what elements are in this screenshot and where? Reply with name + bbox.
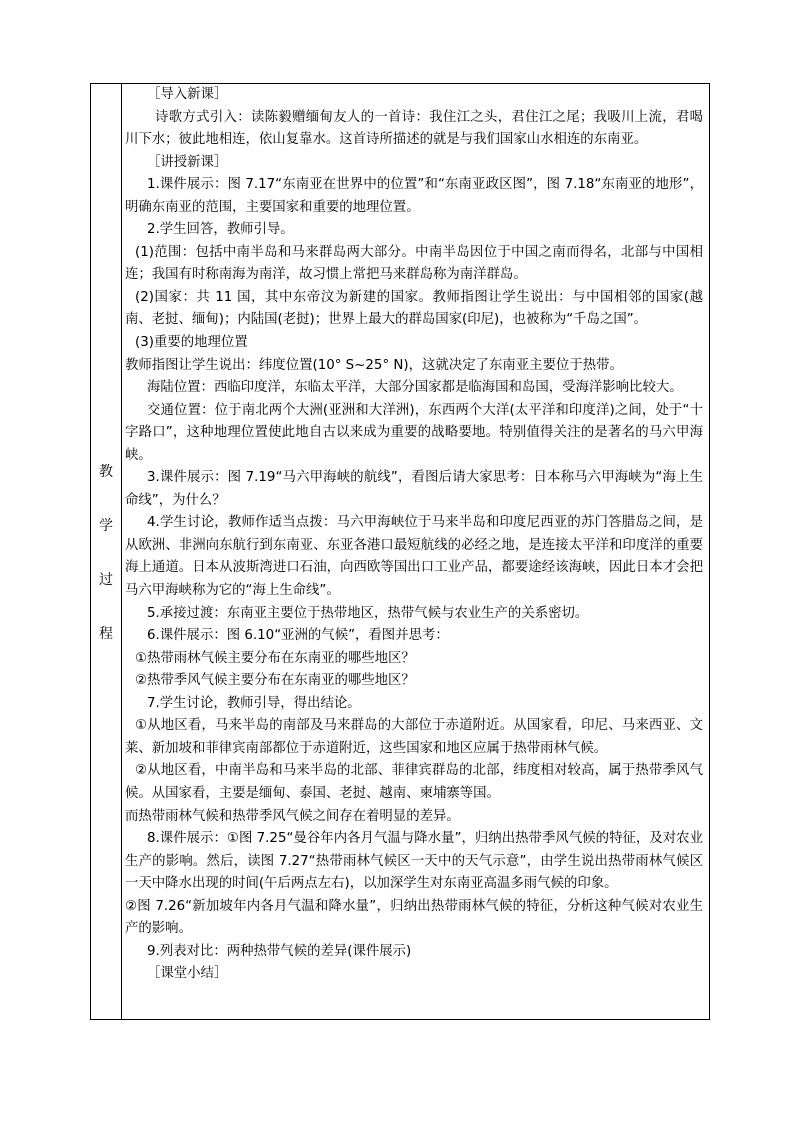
- paragraph: 1.课件展示：图 7.17“东南亚在世界中的位置”和“东南亚政区图”，图 7.18“东南亚的地形”，明确东南亚的范围，主要国家和重要的地理位置。: [125, 177, 703, 215]
- paragraph: 4.学生讨论，教师作适当点拨：马六甲海峡位于马来半岛和印度尼西亚的苏门答腊岛之间，是从欧洲、非洲向东航行到东南亚、东亚各港口最短航线的必经之地，是连接太平洋和印度洋的重要海上通道。日本从波斯湾进口石油，向西欧等国出口工业产品，都要途经该海峡，因此日本才会把马六甲海峡称为它的“海上生命线”。: [125, 515, 703, 599]
- paragraph: 而热带雨林气候和热带季风气候之间存在着明显的差异。: [125, 808, 460, 824]
- paragraph: 诗歌方式引入：读陈毅赠缅甸友人的一首诗：我住江之头，君住江之尾；我吸川上流，君喝川下水；彼此地相连，依山复靠水。这首诗所描述的就是与我们国家山水相连的东南亚。: [125, 109, 703, 148]
- paragraph: ②图 7.26“新加坡年内各月气温和降水量”，归纳出热带雨林气候的特征，分析这种气候对农业生产的影响。: [125, 898, 703, 937]
- paragraph: 海陆位置：西临印度洋，东临太平洋，大部分国家都是临海国和岛国，受海洋影响比较大。: [147, 380, 683, 396]
- paragraph: 教师指图让学生说出：纬度位置(10° S~25° N)，这就决定了东南亚主要位于热带。: [125, 357, 623, 373]
- lesson-content: [125, 84, 703, 986]
- section-heading: ［讲授新课］: [147, 154, 228, 170]
- paragraph: ①热带雨林气候主要分布在东南亚的哪些地区？: [135, 650, 415, 666]
- paragraph: (2)国家：共 11 国，其中东帝汶为新建的国家。教师指图让学生说出：与中国相邻的国家(越南、老挝、缅甸)；内陆国(老挝)；世界上最大的群岛国家(印尼)，也被称为“千岛之国”。: [125, 289, 703, 328]
- paragraph: 交通位置：位于南北两个大洲(亚洲和大洋洲)，东西两个大洋(太平洋和印度洋)之间，处于“十字路口”，这种地理位置使此地自古以来成为重要的战略要地。特别值得关注的是著名的马六甲海峡。: [125, 402, 703, 463]
- section-heading: ［导入新课］: [147, 87, 228, 102]
- paragraph: (3)重要的地理位置: [135, 335, 248, 351]
- section-label-char: 程: [99, 626, 113, 642]
- paragraph: ②从地区看，中南半岛和马来半岛的北部、菲律宾群岛的北部，纬度相对较高，属于热带季风气候。从国家看，主要是缅甸、泰国、老挝、越南、柬埔寨等国。: [125, 763, 703, 801]
- section-label-char: 教: [99, 464, 113, 480]
- section-label-char: 过: [99, 572, 113, 588]
- paragraph: 6.课件展示：图 6.10“亚洲的气候”，看图并思考：: [147, 628, 449, 644]
- column-divider: [121, 84, 122, 1019]
- paragraph: 8.课件展示：①图 7.25“曼谷年内各月气温与降水量”，归纳出热带季风气候的特征，及对农业生产的影响。然后，读图 7.27“热带雨林气候区一天中的天气示意”，由学生说出热带雨林气候区一天中降水出现的时间(午后两点左右)，以加深学生对东南亚高温多雨气候的印象。: [125, 831, 703, 892]
- section-label-cell: [91, 84, 121, 1019]
- lesson-table: [90, 83, 710, 1020]
- paragraph: 9.列表对比：两种热带气候的差异(课件展示): [147, 943, 412, 959]
- paragraph: 7.学生讨论，教师引导，得出结论。: [147, 695, 361, 711]
- section-heading: ［课堂小结］: [147, 966, 228, 982]
- paragraph: 2.学生回答，教师引导。: [147, 222, 294, 238]
- paragraph: 3.课件展示：图 7.19“马六甲海峡的航线”，看图后请大家思考：日本称马六甲海峡为“海上生命线”，为什么？: [125, 470, 703, 508]
- paragraph: ①从地区看，马来半岛的南部及马来群岛的大部位于赤道附近。从国家看，印尼、马来西亚、文莱、新加坡和菲律宾南部都位于赤道附近，这些国家和地区应属于热带雨林气候。: [125, 718, 703, 756]
- section-label-char: 学: [99, 518, 113, 534]
- paragraph: (1)范围：包括中南半岛和马来群岛两大部分。中南半岛因位于中国之南而得名，北部与中国相连；我国有时称南海为南洋，故习惯上常把马来群岛称为南洋群岛。: [125, 244, 703, 283]
- paragraph: ②热带季风气候主要分布在东南亚的哪些地区？: [135, 673, 415, 689]
- paragraph: 5.承接过渡：东南亚主要位于热带地区，热带气候与农业生产的关系密切。: [147, 605, 589, 621]
